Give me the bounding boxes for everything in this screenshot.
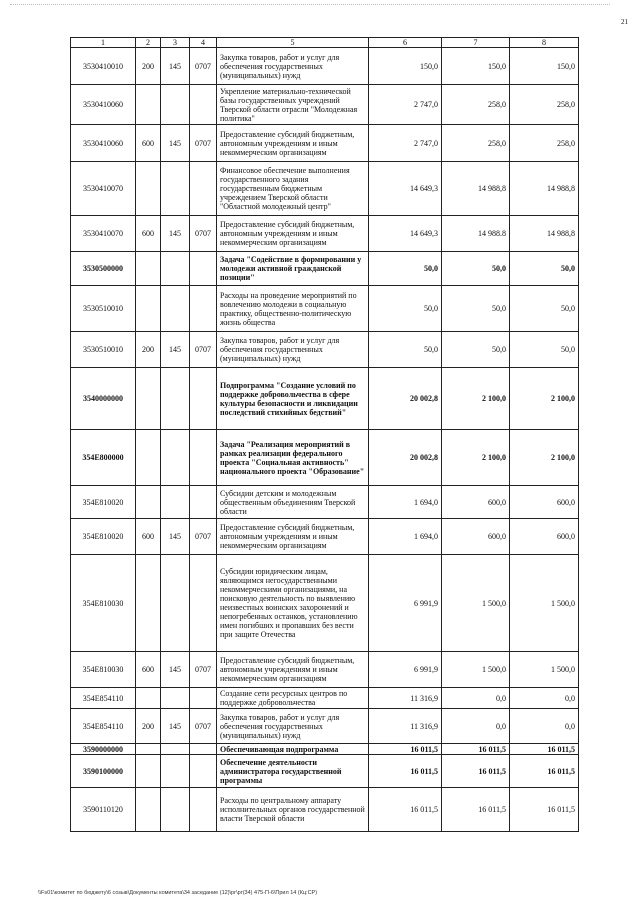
item-name-cell: Задача "Реализация мероприятий в рамках реализации федерального проекта "Социальная активность" национального проекта "Образование" — [217, 430, 369, 486]
page-number: 21 — [621, 18, 628, 26]
header-cell: 2 — [136, 38, 161, 48]
expense-type-cell — [136, 252, 161, 286]
amount-col8-cell: 16 011,5 — [510, 755, 579, 788]
header-cell: 7 — [442, 38, 510, 48]
item-name-cell: Закупка товаров, работ и услуг для обеспечения государственных (муниципальных) нужд — [217, 709, 369, 744]
budget-code-cell: 354E854110 — [71, 688, 136, 709]
ministry-code-cell: 145 — [161, 652, 190, 688]
ministry-code-cell: 145 — [161, 519, 190, 555]
amount-col6-cell: 50,0 — [369, 286, 442, 332]
item-name-cell: Обеспечение деятельности администратора государственной программы — [217, 755, 369, 788]
amount-col6-cell: 14 649,3 — [369, 162, 442, 216]
section-code-cell: 0707 — [190, 519, 217, 555]
item-name-cell: Предоставление субсидий бюджетным, автономным учреждениям и иным некоммерческим организациям — [217, 125, 369, 162]
amount-col8-cell: 0,0 — [510, 709, 579, 744]
amount-col7-cell: 16 011,5 — [442, 755, 510, 788]
expense-type-cell: 600 — [136, 652, 161, 688]
amount-col6-cell: 14 649,3 — [369, 216, 442, 252]
table-row — [71, 252, 579, 286]
amount-col7-cell: 2 100,0 — [442, 430, 510, 486]
section-code-cell — [190, 555, 217, 652]
amount-col6-cell: 20 002,8 — [369, 368, 442, 430]
amount-col8-cell: 14 988,8 — [510, 216, 579, 252]
section-code-cell: 0707 — [190, 48, 217, 85]
section-code-cell — [190, 486, 217, 519]
item-name-cell: Предоставление субсидий бюджетным, автономным учреждениям и иным некоммерческим организациям — [217, 652, 369, 688]
scan-top-edge — [10, 4, 610, 7]
table-row — [71, 688, 579, 709]
section-code-cell: 0707 — [190, 709, 217, 744]
item-name-cell: Укрепление материально-технической базы государственных учреждений Тверской области отрасли "Молодежная политика" — [217, 85, 369, 125]
section-code-cell: 0707 — [190, 332, 217, 368]
item-name-cell: Обеспечивающая подпрограмма — [217, 744, 369, 755]
budget-code-cell: 354E810030 — [71, 555, 136, 652]
budget-code-cell: 3590100000 — [71, 755, 136, 788]
amount-col7-cell: 16 011,5 — [442, 788, 510, 832]
amount-col6-cell: 16 011,5 — [369, 744, 442, 755]
table-row — [71, 125, 579, 162]
item-name-cell: Субсидии юридическим лицам, являющимся негосударственными некоммерческими организациями, на поисковую деятельность по выявлению неизвестных воинских захоронений и непогребенных останков, установлению имен погибших и пропавших без вести при защите Отечества — [217, 555, 369, 652]
header-cell: 5 — [217, 38, 369, 48]
item-name-cell: Подпрограмма "Создание условий по поддержке добровольчества в сфере культуры безопасности и ликвидации последствий стихийных бедствий" — [217, 368, 369, 430]
item-name-cell: Предоставление субсидий бюджетным, автономным учреждениям и иным некоммерческим организациям — [217, 216, 369, 252]
expense-type-cell: 600 — [136, 216, 161, 252]
header-cell: 3 — [161, 38, 190, 48]
amount-col8-cell: 258,0 — [510, 125, 579, 162]
ministry-code-cell — [161, 486, 190, 519]
section-code-cell — [190, 430, 217, 486]
expense-type-cell — [136, 368, 161, 430]
table-row — [71, 48, 579, 85]
amount-col6-cell: 2 747,0 — [369, 85, 442, 125]
amount-col6-cell: 16 011,5 — [369, 788, 442, 832]
amount-col6-cell: 50,0 — [369, 332, 442, 368]
amount-col8-cell: 2 100,0 — [510, 368, 579, 430]
budget-code-cell: 354E810020 — [71, 519, 136, 555]
amount-col8-cell: 258,0 — [510, 85, 579, 125]
expense-type-cell — [136, 286, 161, 332]
amount-col8-cell: 600,0 — [510, 486, 579, 519]
expense-type-cell: 600 — [136, 519, 161, 555]
table-row — [71, 519, 579, 555]
amount-col7-cell: 50,0 — [442, 252, 510, 286]
budget-code-cell: 3530410060 — [71, 125, 136, 162]
section-code-cell: 0707 — [190, 125, 217, 162]
budget-code-cell: 3540000000 — [71, 368, 136, 430]
ministry-code-cell — [161, 744, 190, 755]
amount-col7-cell: 0,0 — [442, 688, 510, 709]
item-name-cell: Предоставление субсидий бюджетным, автономным учреждениям и иным некоммерческим организациям — [217, 519, 369, 555]
amount-col7-cell: 50,0 — [442, 286, 510, 332]
amount-col8-cell: 1 500,0 — [510, 555, 579, 652]
amount-col6-cell: 2 747,0 — [369, 125, 442, 162]
amount-col7-cell: 14 988,8 — [442, 162, 510, 216]
amount-col7-cell: 1 500,0 — [442, 652, 510, 688]
budget-code-cell: 3530410070 — [71, 216, 136, 252]
item-name-cell: Субсидии детским и молодежным общественным объединениям Тверской области — [217, 486, 369, 519]
table-row — [71, 332, 579, 368]
table-row — [71, 788, 579, 832]
table-row — [71, 709, 579, 744]
ministry-code-cell — [161, 688, 190, 709]
table-row — [71, 486, 579, 519]
section-code-cell — [190, 755, 217, 788]
amount-col6-cell: 6 991,9 — [369, 555, 442, 652]
expense-type-cell — [136, 486, 161, 519]
budget-code-cell: 354E800000 — [71, 430, 136, 486]
item-name-cell: Расходы по центральному аппарату исполнительных органов государственной власти Тверской области — [217, 788, 369, 832]
table-row — [71, 652, 579, 688]
section-code-cell — [190, 788, 217, 832]
table-row — [71, 85, 579, 125]
amount-col8-cell: 600,0 — [510, 519, 579, 555]
amount-col7-cell: 258,0 — [442, 85, 510, 125]
expense-type-cell — [136, 162, 161, 216]
section-code-cell — [190, 286, 217, 332]
amount-col8-cell: 0,0 — [510, 688, 579, 709]
amount-col7-cell: 16 011,5 — [442, 744, 510, 755]
ministry-code-cell — [161, 755, 190, 788]
ministry-code-cell — [161, 368, 190, 430]
amount-col8-cell: 16 011,5 — [510, 744, 579, 755]
expense-type-cell — [136, 688, 161, 709]
budget-code-cell: 3530410060 — [71, 85, 136, 125]
item-name-cell: Закупка товаров, работ и услуг для обеспечения государственных (муниципальных) нужд — [217, 48, 369, 85]
expense-type-cell — [136, 430, 161, 486]
budget-code-cell: 354E854110 — [71, 709, 136, 744]
amount-col8-cell: 14 988,8 — [510, 162, 579, 216]
budget-table — [70, 37, 579, 832]
amount-col7-cell: 2 100,0 — [442, 368, 510, 430]
amount-col6-cell: 1 694,0 — [369, 486, 442, 519]
table-row — [71, 286, 579, 332]
expense-type-cell — [136, 85, 161, 125]
amount-col8-cell: 16 011,5 — [510, 788, 579, 832]
amount-col6-cell: 150,0 — [369, 48, 442, 85]
item-name-cell: Создание сети ресурсных центров по поддержке добровольчества — [217, 688, 369, 709]
item-name-cell: Задача "Содействие в формировании у молодежи активной гражданской позиции" — [217, 252, 369, 286]
amount-col7-cell: 258,0 — [442, 125, 510, 162]
ministry-code-cell: 145 — [161, 332, 190, 368]
section-code-cell: 0707 — [190, 216, 217, 252]
section-code-cell — [190, 688, 217, 709]
expense-type-cell: 200 — [136, 709, 161, 744]
ministry-code-cell — [161, 555, 190, 652]
amount-col8-cell: 50,0 — [510, 286, 579, 332]
ministry-code-cell: 145 — [161, 216, 190, 252]
budget-code-cell: 3590000000 — [71, 744, 136, 755]
header-cell: 4 — [190, 38, 217, 48]
budget-code-cell: 3530510010 — [71, 286, 136, 332]
expense-type-cell — [136, 755, 161, 788]
amount-col7-cell: 0,0 — [442, 709, 510, 744]
header-cell: 1 — [71, 38, 136, 48]
table-header-row — [71, 38, 579, 48]
ministry-code-cell — [161, 85, 190, 125]
ministry-code-cell — [161, 286, 190, 332]
ministry-code-cell: 145 — [161, 125, 190, 162]
amount-col8-cell: 50,0 — [510, 332, 579, 368]
budget-code-cell: 3530500000 — [71, 252, 136, 286]
budget-code-cell: 3530410010 — [71, 48, 136, 85]
ministry-code-cell — [161, 430, 190, 486]
ministry-code-cell: 145 — [161, 709, 190, 744]
amount-col8-cell: 1 500,0 — [510, 652, 579, 688]
table-row — [71, 216, 579, 252]
header-cell: 6 — [369, 38, 442, 48]
expense-type-cell — [136, 744, 161, 755]
budget-code-cell: 3530410070 — [71, 162, 136, 216]
section-code-cell — [190, 252, 217, 286]
table-row — [71, 368, 579, 430]
table-row — [71, 430, 579, 486]
budget-code-cell: 3590110120 — [71, 788, 136, 832]
amount-col6-cell: 11 316,9 — [369, 688, 442, 709]
table-row — [71, 555, 579, 652]
expense-type-cell: 200 — [136, 48, 161, 85]
section-code-cell: 0707 — [190, 652, 217, 688]
section-code-cell — [190, 744, 217, 755]
expense-type-cell: 200 — [136, 332, 161, 368]
item-name-cell: Расходы на проведение мероприятий по вовлечению молодежи в социальную практику, общественно-политическую жизнь общества — [217, 286, 369, 332]
file-path-footer: \\Fs01\комитет по бюджету\6 созыв\Документы комитета\34 заседание (12)\рг\рг(34) 475-П-6\Прил 14 (Кц:СР) — [38, 890, 318, 896]
amount-col8-cell: 150,0 — [510, 48, 579, 85]
expense-type-cell: 600 — [136, 125, 161, 162]
expense-type-cell — [136, 788, 161, 832]
budget-code-cell: 3530510010 — [71, 332, 136, 368]
amount-col8-cell: 2 100,0 — [510, 430, 579, 486]
amount-col6-cell: 50,0 — [369, 252, 442, 286]
header-cell: 8 — [510, 38, 579, 48]
section-code-cell — [190, 162, 217, 216]
table-row — [71, 162, 579, 216]
ministry-code-cell: 145 — [161, 48, 190, 85]
amount-col7-cell: 14 988.8 — [442, 216, 510, 252]
ministry-code-cell — [161, 252, 190, 286]
amount-col6-cell: 20 002,8 — [369, 430, 442, 486]
item-name-cell: Закупка товаров, работ и услуг для обеспечения государственных (муниципальных) нужд — [217, 332, 369, 368]
amount-col7-cell: 600,0 — [442, 519, 510, 555]
section-code-cell — [190, 368, 217, 430]
expense-type-cell — [136, 555, 161, 652]
ministry-code-cell — [161, 788, 190, 832]
amount-col6-cell: 1 694,0 — [369, 519, 442, 555]
amount-col6-cell: 11 316,9 — [369, 709, 442, 744]
ministry-code-cell — [161, 162, 190, 216]
budget-code-cell: 354E810030 — [71, 652, 136, 688]
amount-col7-cell: 1 500,0 — [442, 555, 510, 652]
table-row — [71, 744, 579, 755]
table-row — [71, 755, 579, 788]
amount-col8-cell: 50,0 — [510, 252, 579, 286]
amount-col7-cell: 150,0 — [442, 48, 510, 85]
amount-col6-cell: 16 011,5 — [369, 755, 442, 788]
budget-code-cell: 354E810020 — [71, 486, 136, 519]
item-name-cell: Финансовое обеспечение выполнения государственного задания государственным бюджетным учреждением Тверской области "Областной молодежный центр" — [217, 162, 369, 216]
amount-col7-cell: 600,0 — [442, 486, 510, 519]
amount-col6-cell: 6 991,9 — [369, 652, 442, 688]
section-code-cell — [190, 85, 217, 125]
amount-col7-cell: 50,0 — [442, 332, 510, 368]
